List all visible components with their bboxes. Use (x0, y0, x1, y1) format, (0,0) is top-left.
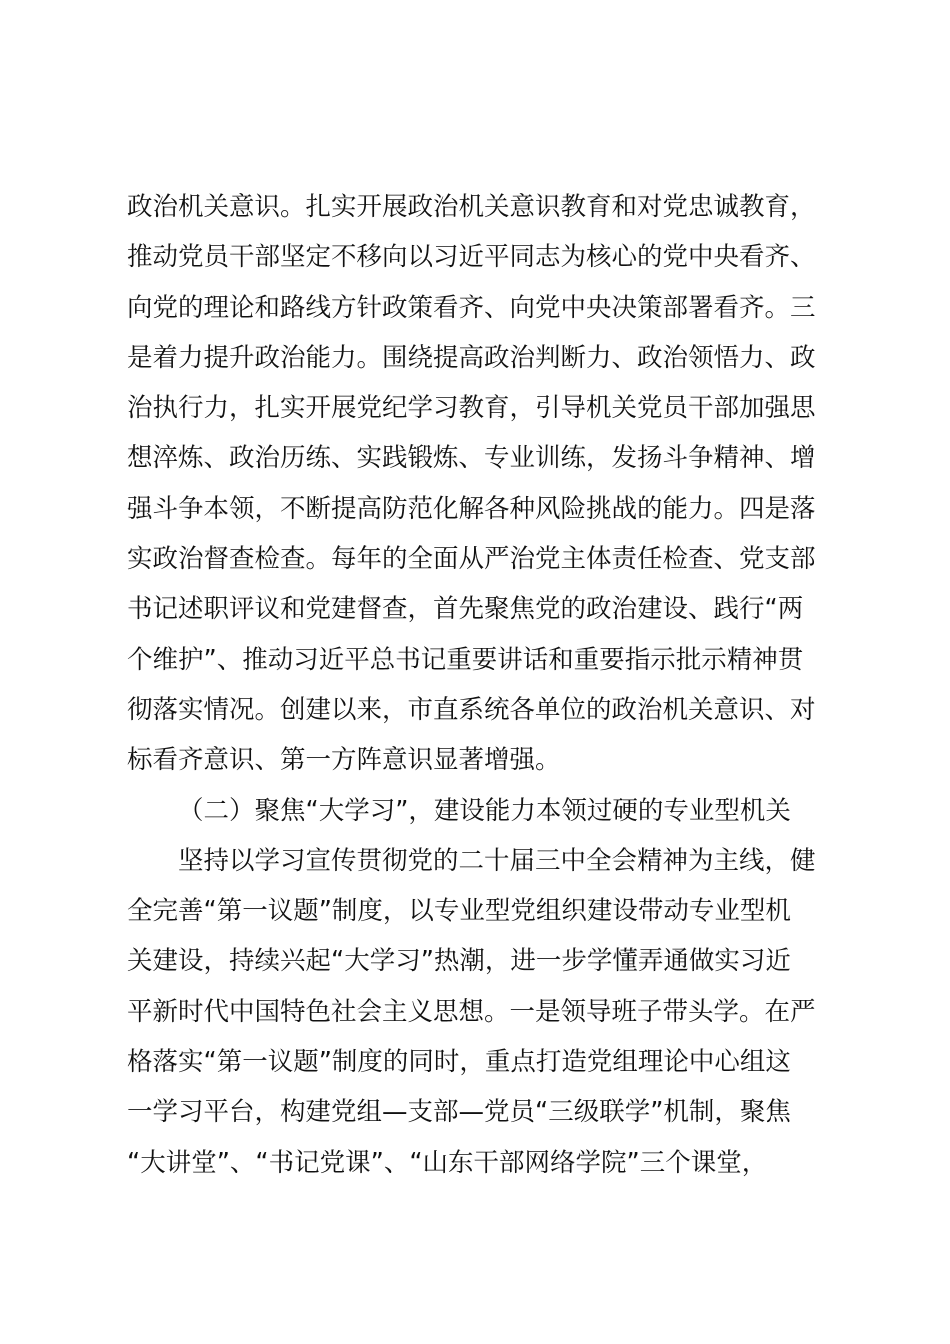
text-line: 个维护”、推动习近平总书记重要讲话和重要指示批示精神贯 (127, 644, 804, 675)
section-heading: （二）聚焦“大学习”，建设能力本领过硬的专业型机关 (178, 795, 791, 826)
text-line: 想淬炼、政治历练、实践锻炼、专业训练，发扬斗争精神、增 (127, 443, 816, 474)
text-line: 格落实“第一议题”制度的同时，重点打造党组理论中心组这 (127, 1047, 791, 1078)
text-line: “大讲堂”、“书记党课”、“山东干部网络学院”三个课堂， (127, 1147, 768, 1178)
body-text (127, 182, 847, 1188)
text-line: 一学习平台，构建党组—支部—党员“三级联学”机制，聚焦 (127, 1097, 791, 1128)
text-line: 关建设，持续兴起“大学习”热潮，进一步学懂弄通做实习近 (127, 946, 791, 977)
text-line: 推动党员干部坚定不移向以习近平同志为核心的党中央看齐、 (127, 242, 816, 273)
text-line: 坚持以学习宣传贯彻党的二十届三中全会精神为主线，健 (178, 845, 816, 876)
text-line: 彻落实情况。创建以来，市直系统各单位的政治机关意识、对 (127, 694, 816, 725)
text-line: 平新时代中国特色社会主义思想。一是领导班子带头学。在严 (127, 996, 816, 1027)
text-line: 书记述职评议和党建督查，首先聚焦党的政治建设、践行“两 (127, 594, 804, 625)
text-line: 政治机关意识。扎实开展政治机关意识教育和对党忠诚教育， (127, 192, 816, 222)
text-line: 强斗争本领，不断提高防范化解各种风险挑战的能力。四是落 (127, 493, 816, 524)
text-line: 治执行力，扎实开展党纪学习教育，引导机关党员干部加强思 (127, 393, 816, 424)
text-line: 是着力提升政治能力。围绕提高政治判断力、政治领悟力、政 (127, 342, 816, 373)
text-line: 实政治督查检查。每年的全面从严治党主体责任检查、党支部 (127, 544, 816, 575)
text-line: 向党的理论和路线方针政策看齐、向党中央决策部署看齐。三 (127, 292, 816, 323)
text-line: 全完善“第一议题”制度，以专业型党组织建设带动专业型机 (127, 896, 791, 927)
text-line: 标看齐意识、第一方阵意识显著增强。 (127, 745, 561, 776)
